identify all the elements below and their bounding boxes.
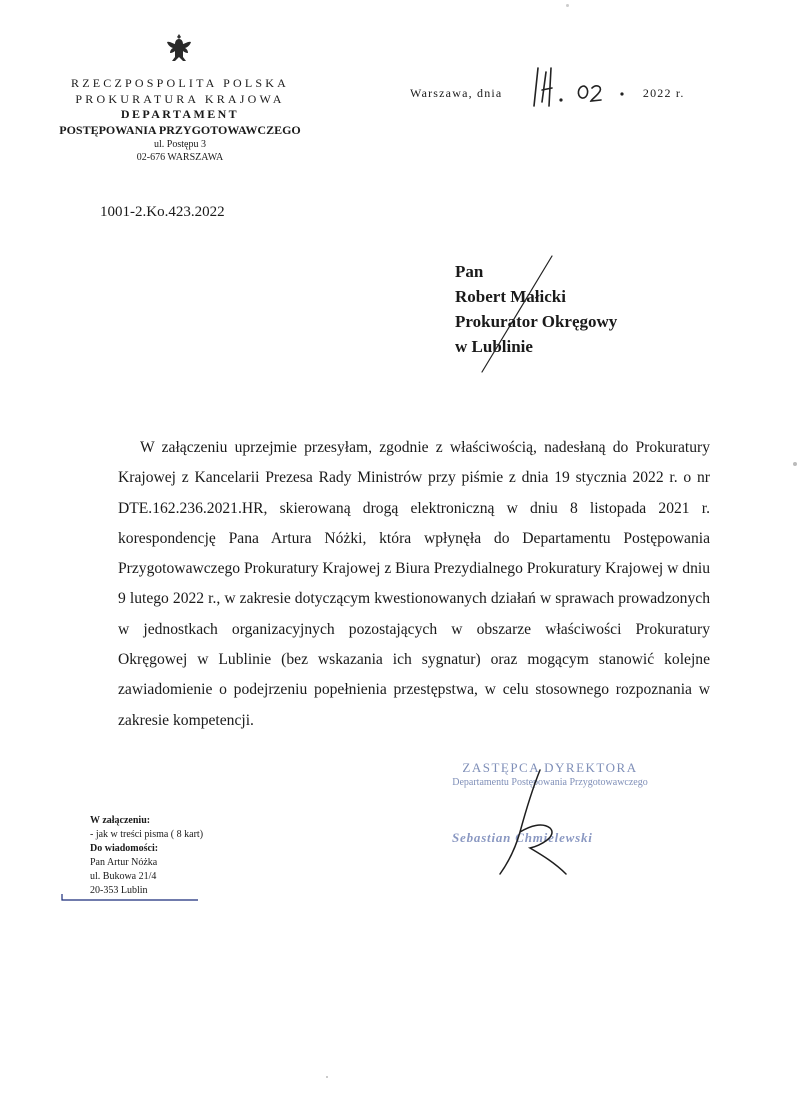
scan-speck: [566, 4, 569, 7]
addressee-name: Robert Małicki: [455, 286, 566, 306]
letterhead: [40, 76, 320, 164]
cc-street: ul. Bukowa 21/4: [90, 871, 157, 882]
addressee-title: Prokurator Okręgowy: [455, 311, 618, 331]
cc-name: Pan Artur Nóżka: [90, 857, 158, 868]
addressee-location: w Lublinie: [455, 336, 533, 356]
letter-body-paragraph: W załączeniu uprzejmie przesyłam, zgodnie z właściwością, nadesłaną do Prokuratury Krajowej z Kancelarii Prezesa Rady Ministrów przy piśmie z dnia 19 stycznia 2022 r. o nr DTE.162.236.2021.HR, skierowaną drogą elektroniczną w dniu 8 listopada 2021 r. korespondencję Pana Artura Nóżki, która wpłynęła do Departamentu Postępowania Przygotowawczego Prokuratury Krajowej z Biura Prezydialnego Prokuratury Krajowej w dniu 9 lutego 2022 r., w zakresie dotyczącym kwestionowanych działań w sprawach prowadzonych w jednostkach organizacyjnych pozostających w obszarze właściwości Prokuratury Okręgowej w Lublinie (bez wskazania ich sygnatur) oraz mogącym stanowić kolejne zawiadomienie o podejrzeniu popełnienia przestępstwa, w celu stosownego rozpoznania w zakresie kompetencji.: [118, 439, 710, 729]
letterhead-office: PROKURATURA KRAJOWA: [75, 91, 285, 106]
reference-number: 1001-2.Ko.423.2022: [100, 204, 225, 220]
eagle-emblem-icon: [166, 32, 192, 66]
pen-stroke-mark: [470, 252, 560, 376]
letterhead-department: DEPARTAMENT: [120, 107, 240, 122]
scan-speck: [326, 1076, 328, 1078]
scan-speck: [793, 462, 797, 466]
cc-label: Do wiadomości:: [90, 843, 159, 854]
stamp-title: ZASTĘPCA DYREKTORA: [462, 760, 638, 775]
cc-city: 20-353 Lublin: [90, 885, 148, 896]
attachments-label: W załączeniu:: [90, 815, 151, 826]
signatory-name: Sebastian Chmielewski: [452, 830, 593, 845]
stamp-department: Departamentu Postępowania Przygotowawczego: [452, 777, 648, 788]
pen-underline-mark: [60, 893, 200, 903]
letterhead-city: 02-676 WARSZAWA: [136, 152, 224, 164]
attachments-value: - jak w treści pisma ( 8 kart): [90, 829, 204, 840]
letterhead-department-name: POSTĘPOWANIA PRZYGOTOWAWCZEGO: [59, 122, 301, 137]
date-year: 2022 r.: [642, 86, 685, 100]
letterhead-country: RZECZPOSPOLITA POLSKA: [71, 76, 289, 90]
handwritten-signature: [470, 768, 590, 878]
date-prefix: Warszawa, dnia: [410, 86, 503, 100]
letterhead-street: ul. Postępu 3: [154, 139, 206, 151]
addressee-salutation: Pan: [455, 262, 484, 281]
footer-notes: [90, 814, 203, 898]
handwritten-date: [532, 62, 632, 108]
